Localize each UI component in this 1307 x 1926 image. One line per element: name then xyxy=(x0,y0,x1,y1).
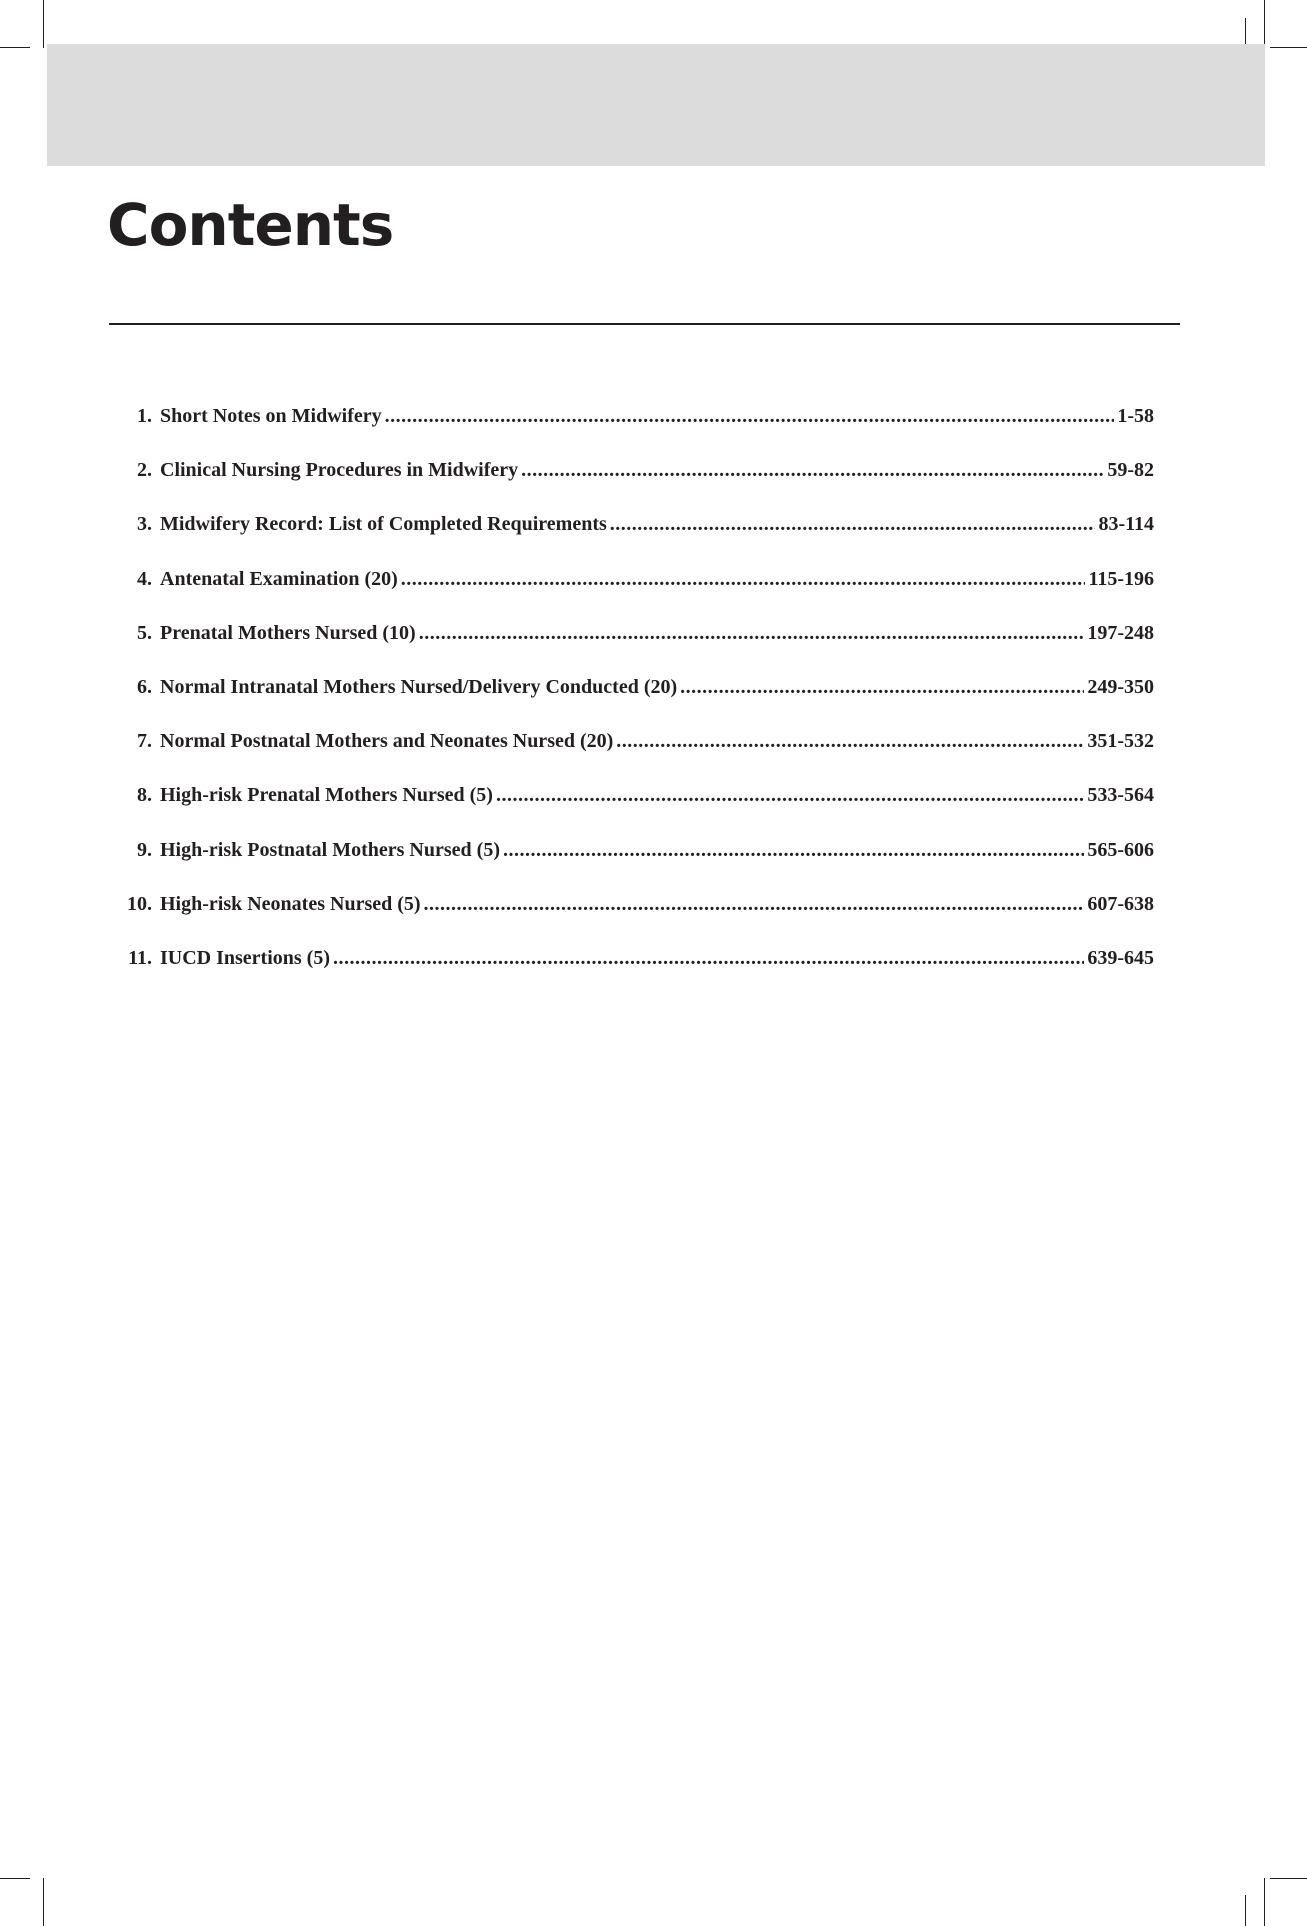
crop-mark xyxy=(0,1878,30,1879)
toc-entry-number: 4. xyxy=(137,567,152,590)
toc-entry-number: 1. xyxy=(137,405,152,427)
table-of-contents xyxy=(108,405,1154,1001)
toc-entry-6[interactable] xyxy=(108,676,1154,730)
dot-leader xyxy=(610,513,1096,536)
toc-entry-pages: 1-58 xyxy=(1117,405,1154,427)
dot-leader xyxy=(333,947,1084,970)
toc-entry-pages: 59-82 xyxy=(1107,459,1154,482)
toc-entry-number: 2. xyxy=(137,459,152,482)
toc-entry-10[interactable] xyxy=(108,893,1154,947)
dot-leader xyxy=(521,459,1104,482)
toc-entry-11[interactable] xyxy=(108,947,1154,1001)
dot-leader xyxy=(401,568,1086,591)
toc-entry-number: 7. xyxy=(137,730,152,753)
toc-entry-title: Normal Intranatal Mothers Nursed/Delivery Conducted (20) xyxy=(160,675,678,698)
crop-mark xyxy=(1270,1878,1307,1879)
toc-entry-pages: 565-606 xyxy=(1087,838,1154,861)
dot-leader xyxy=(496,784,1084,807)
toc-entry-title: Antenatal Examination (20) xyxy=(160,567,398,590)
toc-entry-4[interactable] xyxy=(108,568,1154,622)
crop-mark xyxy=(0,47,30,48)
toc-entry-number: 6. xyxy=(137,675,152,698)
crop-mark xyxy=(43,0,44,48)
toc-entry-1[interactable] xyxy=(108,405,1154,459)
dot-leader xyxy=(424,893,1085,916)
toc-entry-title: High-risk Neonates Nursed (5) xyxy=(160,892,421,915)
toc-entry-number: 11. xyxy=(128,946,152,969)
toc-entry-title: Normal Postnatal Mothers and Neonates Nursed (20) xyxy=(160,730,614,753)
toc-entry-number: 8. xyxy=(137,784,152,807)
toc-entry-number: 9. xyxy=(137,838,152,861)
toc-entry-9[interactable] xyxy=(108,839,1154,893)
toc-entry-7[interactable] xyxy=(108,730,1154,784)
toc-entry-pages: 639-645 xyxy=(1087,946,1154,969)
toc-entry-title: Short Notes on Midwifery xyxy=(160,405,382,427)
toc-entry-pages: 249-350 xyxy=(1087,675,1154,698)
crop-mark xyxy=(1264,1878,1265,1926)
page-title: Contents xyxy=(107,191,394,259)
toc-entry-number: 3. xyxy=(137,513,152,536)
crop-mark xyxy=(43,1878,44,1926)
crop-mark xyxy=(1270,47,1307,48)
toc-entry-8[interactable] xyxy=(108,784,1154,838)
crop-mark xyxy=(1245,1895,1246,1926)
toc-entry-5[interactable] xyxy=(108,622,1154,676)
toc-entry-number: 5. xyxy=(137,621,152,644)
toc-entry-title: High-risk Prenatal Mothers Nursed (5) xyxy=(160,784,493,807)
toc-entry-pages: 197-248 xyxy=(1087,621,1154,644)
toc-entry-title: IUCD Insertions (5) xyxy=(160,946,330,969)
crop-mark xyxy=(1264,0,1265,48)
dot-leader xyxy=(419,622,1085,645)
toc-entry-pages: 115-196 xyxy=(1088,567,1154,590)
title-divider xyxy=(109,323,1180,325)
toc-entry-title: Clinical Nursing Procedures in Midwifery xyxy=(160,459,519,482)
toc-entry-title: Prenatal Mothers Nursed (10) xyxy=(160,621,416,644)
header-band xyxy=(47,44,1265,166)
dot-leader xyxy=(680,676,1084,699)
toc-entry-title: High-risk Postnatal Mothers Nursed (5) xyxy=(160,838,500,861)
toc-entry-3[interactable] xyxy=(108,513,1154,567)
toc-entry-pages: 83-114 xyxy=(1098,513,1154,536)
toc-entry-number: 10. xyxy=(127,892,152,915)
toc-entry-pages: 607-638 xyxy=(1087,892,1154,915)
toc-entry-title: Midwifery Record: List of Completed Requirements xyxy=(160,513,607,536)
dot-leader xyxy=(616,730,1084,753)
toc-entry-pages: 533-564 xyxy=(1087,784,1154,807)
dot-leader xyxy=(503,839,1084,862)
toc-entry-pages: 351-532 xyxy=(1087,730,1154,753)
toc-entry-2[interactable] xyxy=(108,459,1154,513)
dot-leader xyxy=(385,405,1115,428)
